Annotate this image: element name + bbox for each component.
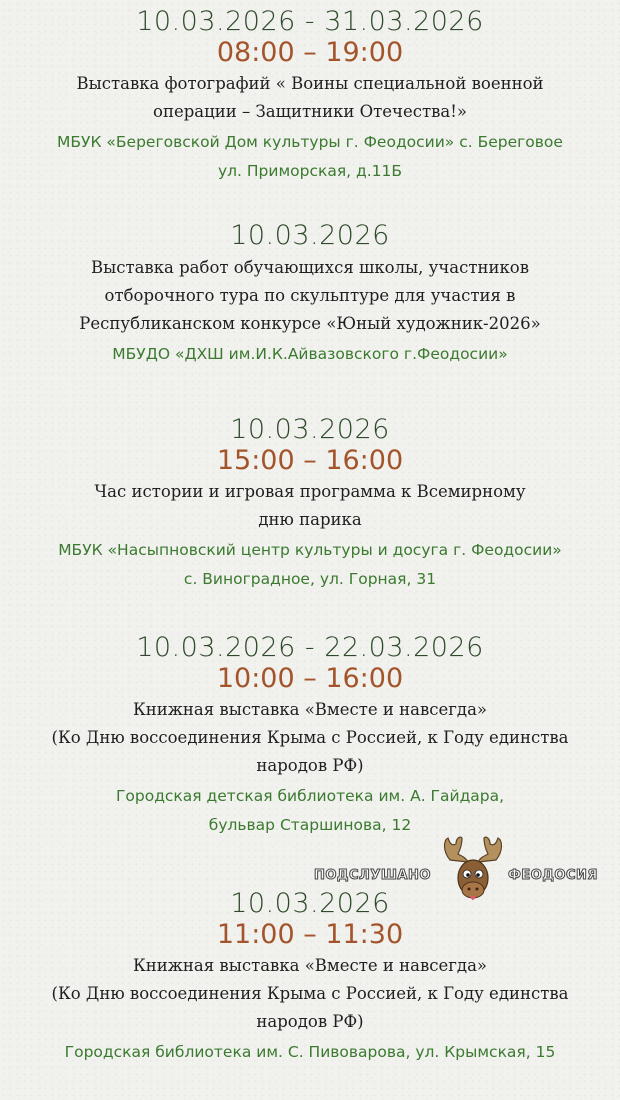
event-4 (0, 632, 620, 840)
event-time: 15:00 – 16:00 (216, 445, 404, 476)
event-title-line: (Ко Дню воссоединения Крыма с Россией, к Году единства (51, 728, 569, 747)
event-venue (0, 128, 620, 186)
event-2 (0, 220, 620, 369)
event-title-line: (Ко Дню воссоединения Крыма с Россией, к Году единства (51, 984, 569, 1003)
event-title-line: Книжная выставка «Вместе и навсегда» (132, 700, 488, 719)
event-time: 08:00 – 19:00 (216, 37, 404, 68)
event-venue-line: бульвар Старшинова, 12 (208, 816, 412, 834)
event-title (0, 696, 620, 780)
event-title-line: дню парика (258, 510, 362, 529)
event-time: 10:00 – 16:00 (216, 663, 404, 694)
event-venue-line: МБУДО «ДХШ им.И.К.Айвазовского г.Феодосии» (112, 345, 508, 363)
event-date: 10.03.2026 (230, 220, 390, 251)
event-title (0, 478, 620, 534)
event-venue (0, 782, 620, 840)
event-3 (0, 414, 620, 594)
event-venue (0, 1038, 620, 1067)
event-venue-line: с. Виноградное, ул. Горная, 31 (183, 570, 437, 588)
event-title-line: операции – Защитники Отечества!» (153, 102, 467, 121)
event-date: 10.03.2026 - 31.03.2026 (136, 6, 484, 37)
watermark-left-text: ПОДСЛУШАНО (314, 868, 431, 883)
event-date: 10.03.2026 (230, 414, 390, 445)
event-venue-line: Городская библиотека им. С. Пивоварова, ул. Крымская, 15 (64, 1043, 556, 1061)
event-title (0, 254, 620, 338)
watermark (312, 834, 612, 908)
event-title-line: Книжная выставка «Вместе и навсегда» (132, 956, 488, 975)
event-venue (0, 340, 620, 369)
event-time: 11:00 – 11:30 (216, 919, 404, 950)
event-1 (0, 6, 620, 186)
event-venue (0, 536, 620, 594)
event-venue-line: МБУК «Насыпновский центр культуры и досуга г. Феодосии» (58, 541, 562, 559)
event-title-line: Час истории и игровая программа к Всемирному (94, 482, 526, 501)
event-title-line: народов РФ) (256, 1012, 364, 1031)
event-venue-line: Городская детская библиотека им. А. Гайдара, (115, 787, 505, 805)
event-venue-line: ул. Приморская, д.11Б (217, 162, 403, 180)
event-title-line: Выставка работ обучающихся школы, участников (90, 258, 530, 277)
watermark-right-text: ФЕОДОСИЯ (508, 868, 598, 883)
event-title (0, 952, 620, 1036)
event-5 (0, 888, 620, 1067)
event-venue-line: МБУК «Береговской Дом культуры г. Феодосии» с. Береговое (57, 133, 563, 151)
event-date: 10.03.2026 - 22.03.2026 (136, 632, 484, 663)
event-title-line: отборочного тура по скульптуре для участия в (104, 286, 516, 305)
moose-icon (436, 834, 510, 908)
event-date: 10.03.2026 (230, 888, 390, 919)
event-title (0, 70, 620, 126)
event-title-line: Выставка фотографий « Воины специальной военной (76, 74, 544, 93)
event-title-line: Республиканском конкурсе «Юный художник-2026» (79, 314, 541, 333)
event-title-line: народов РФ) (256, 756, 364, 775)
